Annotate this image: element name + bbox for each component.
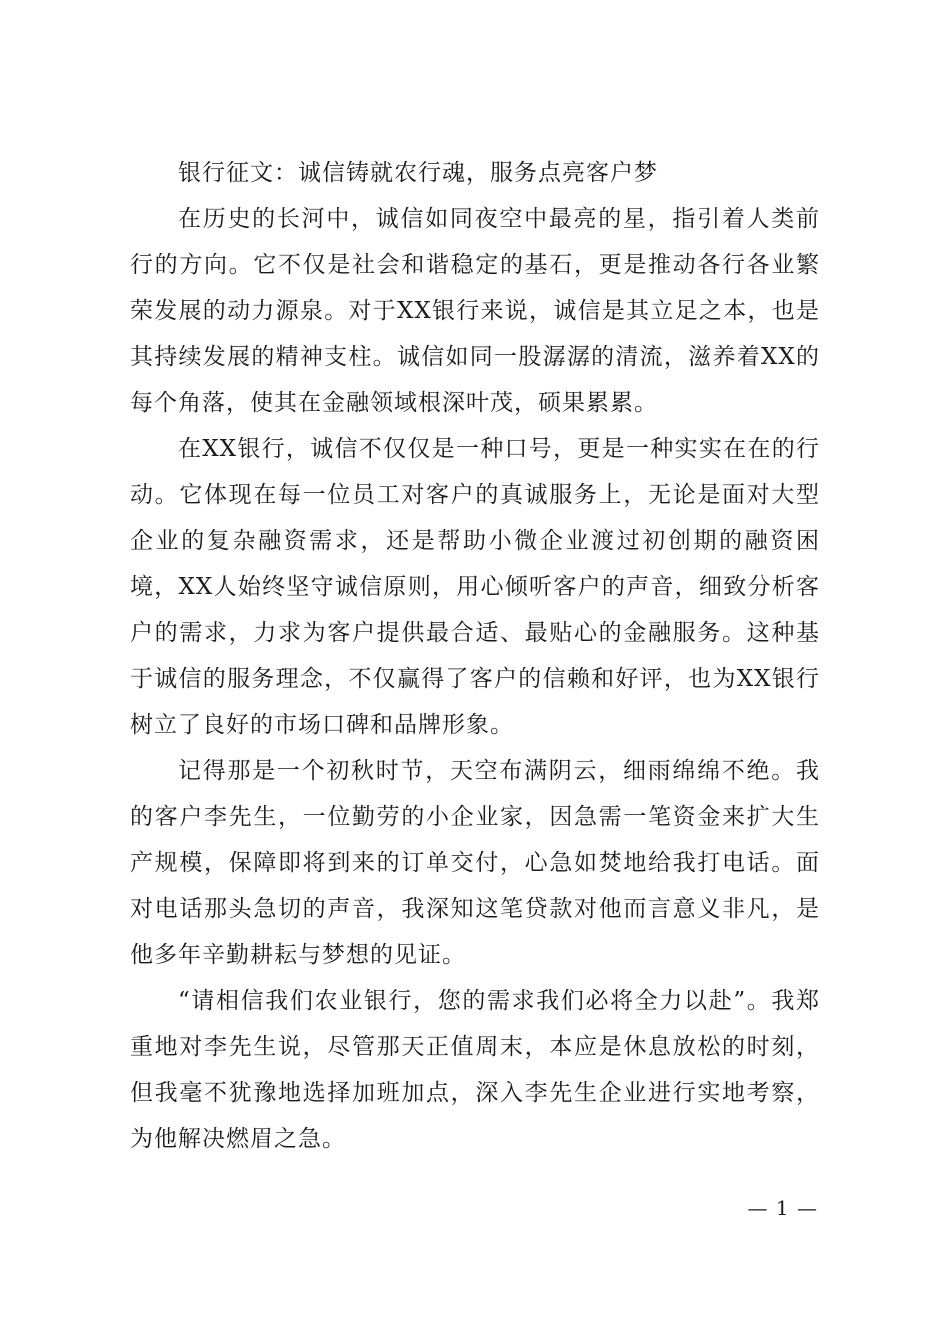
document-body — [130, 150, 820, 1162]
paragraph-4: “请相信我们农业银行，您的需求我们必将全力以赴”。我郑重地对李先生说，尽管那天正值周末，本应是休息放松的时刻，但我毫不犹豫地选择加班加点，深入李先生企业进行实地考察，为他解决燃眉之急。 — [130, 988, 820, 1152]
paragraph-1: 在历史的长河中，诚信如同夜空中最亮的星，指引着人类前行的方向。它不仅是社会和谐稳定的基石，更是推动各行各业繁荣发展的动力源泉。对于XX银行来说，诚信是其立足之本，也是其持续发展的精神支柱。诚信如同一股潺潺的清流，滋养着XX的每个角落，使其在金融领域根深叶茂，硕果累累。 — [130, 206, 820, 416]
page-number: — 1 — — [747, 1196, 818, 1220]
paragraph-2: 在XX银行，诚信不仅仅是一种口号，更是一种实实在在的行动。它体现在每一位员工对客户的真诚服务上，无论是面对大型企业的复杂融资需求，还是帮助小微企业渡过初创期的融资困境，XX人始终坚守诚信原则，用心倾听客户的声音，细致分析客户的需求，力求为客户提供最合适、最贴心的金融服务。这种基于诚信的服务理念，不仅赢得了客户的信赖和好评，也为XX银行树立了良好的市场口碑和品牌形象。 — [130, 436, 820, 738]
paragraph-3: 记得那是一个初秋时节，天空布满阴云，细雨绵绵不绝。我的客户李先生，一位勤劳的小企业家，因急需一笔资金来扩大生产规模，保障即将到来的订单交付，心急如焚地给我打电话。面对电话那头急切的声音，我深知这笔贷款对他而言意义非凡，是他多年辛勤耕耘与梦想的见证。 — [130, 758, 820, 968]
document-title: 银行征文：诚信铸就农行魂，服务点亮客户梦 — [178, 160, 658, 186]
